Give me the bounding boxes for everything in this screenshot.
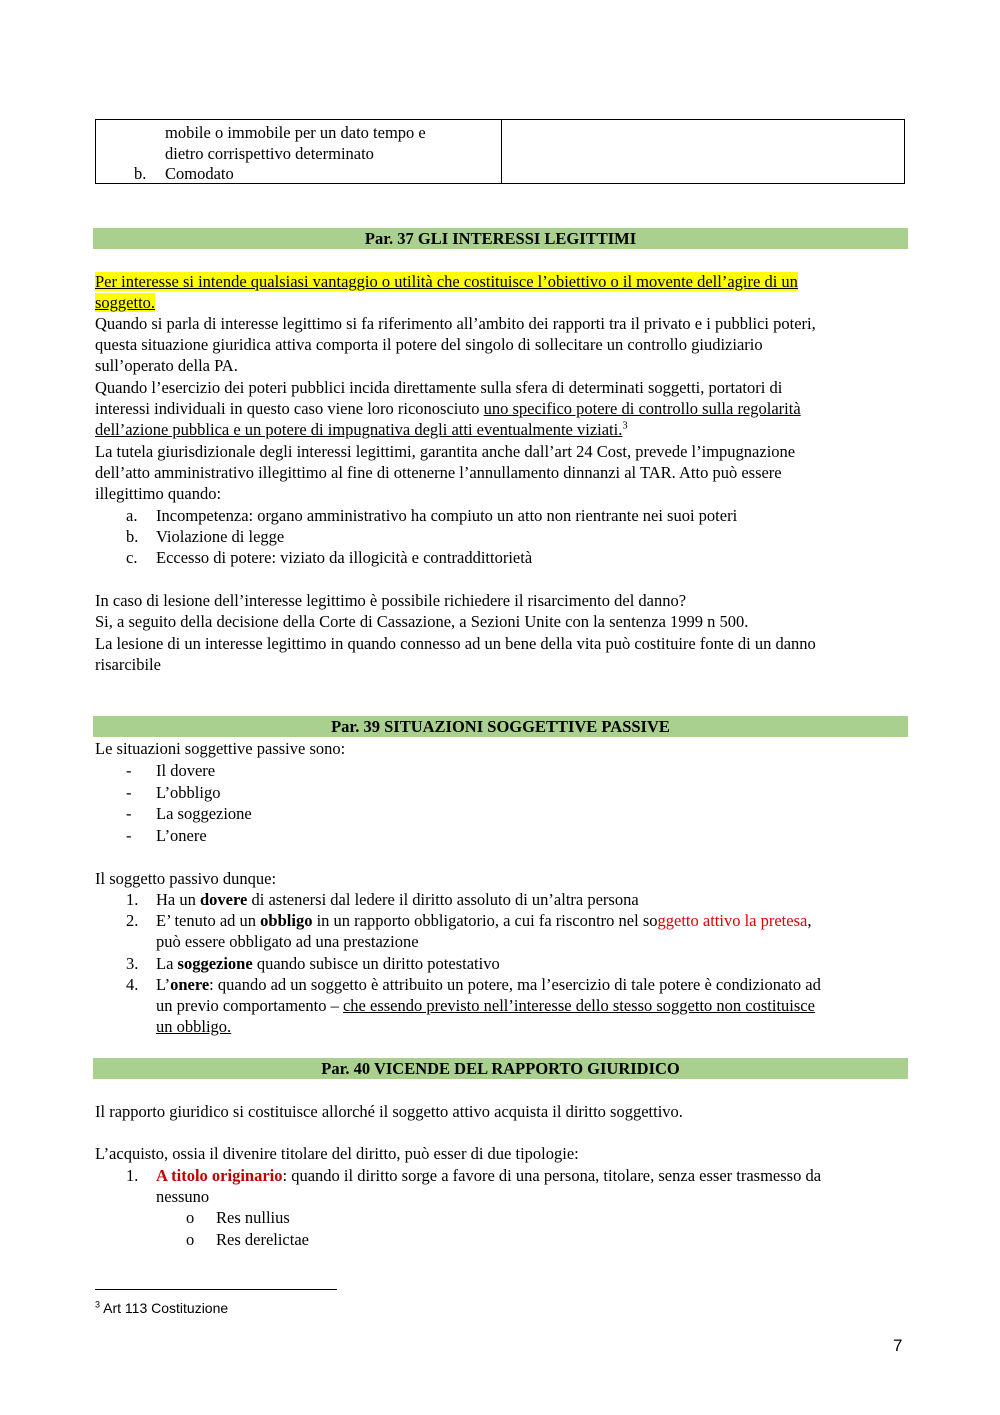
list-marker: - <box>126 804 132 823</box>
list-item-continuation <box>156 1016 231 1037</box>
paragraph-line: L’acquisto, ossia il divenire titolare del diritto, può esser di due tipologie: <box>95 1144 579 1163</box>
page-number: 7 <box>893 1336 903 1355</box>
paragraph-line: In caso di lesione dell’interesse legittimo è possibile richiedere il risarcimento del danno? <box>95 591 687 610</box>
list-text: quando subisce un diritto potestativo <box>252 954 500 973</box>
list-marker: 3. <box>126 954 139 973</box>
table-cell-text: Comodato <box>165 164 234 183</box>
section-heading-40: Par. 40 VICENDE DEL RAPPORTO GIURIDICO <box>93 1058 908 1079</box>
list-text: in un rapporto obbligatorio, a cui fa riscontro nel so <box>312 911 658 930</box>
paragraph-line: risarcibile <box>95 655 161 674</box>
list-item <box>156 910 811 931</box>
paragraph-line: dell’atto amministrativo illegittimo al fine di ottenerne l’annullamento dinnanzi al TAR. Atto può essere <box>95 463 782 482</box>
bold-term: onere <box>170 975 210 994</box>
list-marker: c. <box>126 548 138 567</box>
sublist-item: Res derelictae <box>216 1230 309 1249</box>
list-marker: 1. <box>126 890 139 909</box>
list-text: un previo comportamento – <box>156 996 343 1015</box>
list-text: : quando ad un soggetto è attribuito un potere, ma l’esercizio di tale potere è condizionato ad <box>209 975 821 994</box>
list-item-continuation: può essere obbligato ad una prestazione <box>156 932 419 951</box>
paragraph-line <box>95 419 628 440</box>
list-marker: - <box>126 761 132 780</box>
table-cell-text: dietro corrispettivo determinato <box>165 144 374 163</box>
list-item: La soggezione <box>156 804 252 823</box>
list-item <box>156 974 821 995</box>
list-item: L’obbligo <box>156 783 221 802</box>
list-item: Violazione di legge <box>156 527 285 546</box>
underlined-text: dell’azione pubblica e un potere di impugnativa degli atti eventualmente viziati. <box>95 420 623 439</box>
list-text: : quando il diritto sorge a favore di una persona, titolare, senza esser trasmesso da <box>282 1166 822 1185</box>
list-text: Ha un <box>156 890 200 909</box>
paragraph-line: Si, a seguito della decisione della Corte di Cassazione, a Sezioni Unite con la sentenza 1999 n 500. <box>95 612 749 631</box>
list-item-continuation: nessuno <box>156 1187 210 1206</box>
paragraph-line: La tutela giurisdizionale degli interessi legittimi, garantita anche dall’art 24 Cost, prevede l’impugnazione <box>95 442 796 461</box>
list-item-continuation <box>156 995 815 1016</box>
bold-red-term: A titolo originario <box>156 1166 283 1185</box>
list-item: Eccesso di potere: viziato da illogicità e contraddittorietà <box>156 548 533 567</box>
list-text: La <box>156 954 178 973</box>
list-item <box>156 1165 821 1186</box>
bold-term: dovere <box>200 890 248 909</box>
list-text: E’ tenuto ad un <box>156 911 261 930</box>
paragraph-line: Quando l’esercizio dei poteri pubblici incida direttamente sulla sfera di determinati soggetti, portatori di <box>95 378 783 397</box>
red-text: ggetto attivo la pretesa <box>657 911 808 930</box>
list-marker: 2. <box>126 911 139 930</box>
table-cell-text: mobile o immobile per un dato tempo e <box>165 123 426 142</box>
paragraph-line: La lesione di un interesse legittimo in quando connesso ad un bene della vita può costituire fonte di un danno <box>95 634 816 653</box>
table-column-divider <box>501 120 502 183</box>
paragraph-line: Le situazioni soggettive passive sono: <box>95 739 346 758</box>
highlighted-definition <box>95 271 798 292</box>
list-marker: 4. <box>126 975 139 994</box>
sublist-marker: o <box>186 1230 195 1249</box>
underlined-text: che essendo previsto nell’interesse dello stesso soggetto non costituisce <box>342 996 815 1015</box>
list-marker: b. <box>134 164 147 183</box>
section-heading-37: Par. 37 GLI INTERESSI LEGITTIMI <box>93 228 908 249</box>
paragraph-line: questa situazione giuridica attiva comporta il potere del singolo di sollecitare un controllo giudiziario <box>95 335 763 354</box>
list-marker: b. <box>126 527 139 546</box>
bold-term: soggezione <box>177 954 253 973</box>
paragraph-line: sull’operato della PA. <box>95 356 238 375</box>
list-item <box>156 953 500 974</box>
sublist-item: Res nullius <box>216 1208 290 1227</box>
highlighted-definition <box>95 292 155 313</box>
footnote-number: 3 <box>95 1299 101 1310</box>
sublist-marker: o <box>186 1208 195 1227</box>
list-marker: 1. <box>126 1166 139 1185</box>
list-item <box>156 889 639 910</box>
highlighted-text: Per interesse si intende qualsiasi vantaggio o utilità che costituisce l’obiettivo o il movente dell’agire di un <box>95 272 798 291</box>
footnote-reference[interactable]: 3 <box>622 420 628 432</box>
paragraph-line: illegittimo quando: <box>95 484 222 503</box>
paragraph-line: Il soggetto passivo dunque: <box>95 869 277 888</box>
footnote <box>95 1300 228 1316</box>
bold-term: obbligo <box>260 911 313 930</box>
list-marker: - <box>126 826 132 845</box>
list-item: Incompetenza: organo amministrativo ha compiuto un atto non rientrante nei suoi poteri <box>156 506 738 525</box>
underlined-text: uno specifico potere di controllo sulla regolarità <box>483 399 801 418</box>
list-marker: a. <box>126 506 138 525</box>
underlined-text: un obbligo. <box>156 1017 232 1036</box>
list-item: Il dovere <box>156 761 216 780</box>
list-text: di astenersi dal ledere il diritto assoluto di un’altra persona <box>247 890 639 909</box>
list-text: , <box>807 911 812 930</box>
highlighted-text: soggetto. <box>95 293 156 312</box>
paragraph-line: Il rapporto giuridico si costituisce allorché il soggetto attivo acquista il diritto soggettivo. <box>95 1102 683 1121</box>
paragraph-text: interessi individuali in questo caso viene loro riconosciuto <box>95 399 484 418</box>
section-heading-39: Par. 39 SITUAZIONI SOGGETTIVE PASSIVE <box>93 716 908 737</box>
footnote-text: Art 113 Costituzione <box>103 1300 229 1316</box>
list-text: L’ <box>156 975 171 994</box>
paragraph-line <box>95 398 801 419</box>
footnote-separator <box>95 1289 337 1290</box>
list-marker: - <box>126 783 132 802</box>
list-item: L’onere <box>156 826 207 845</box>
paragraph-line: Quando si parla di interesse legittimo si fa riferimento all’ambito dei rapporti tra il privato e i pubblici poteri, <box>95 314 816 333</box>
